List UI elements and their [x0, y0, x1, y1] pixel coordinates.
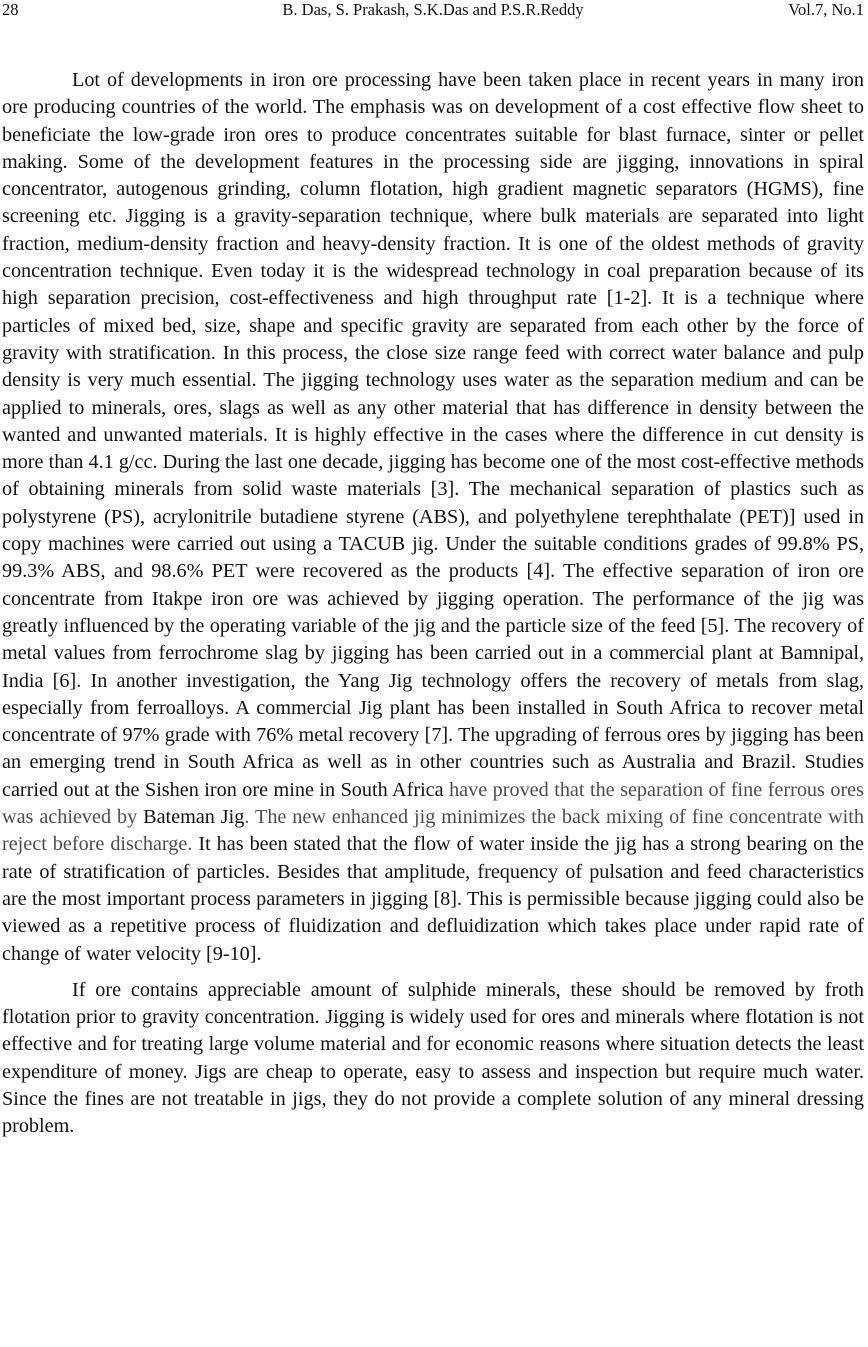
paragraph-2: If ore contains appreciable amount of sulphide minerals, these should be removed by froth flotation prior to gravity concentration. Jigging is widely used for ores and minerals where flotation is not effective and for treating large volume material and for economic reasons where situation detects the least expenditure of money. Jigs are cheap to operate, easy to assess and inspection but require much water. Since the fines are not treatable in jigs, they do not provide a complete solution of any mineral dressing problem. — [2, 978, 864, 1138]
paragraph-1-text-c: Bateman Jig — [143, 806, 245, 829]
paragraph-1-text-e: It has been stated that the flow of water inside the jig has a strong bearing on the rate of stratification of particles. Besides that amplitude, frequency of pulsation and feed characteristics are the most important process parameters in jigging [8]. This is permissible because jigging could also be viewed as a repetitive process of fluidization and defluidization which takes place under rapid rate of change of water velocity [9-10]. — [2, 833, 864, 965]
body-text — [2, 67, 864, 1141]
paragraph-1-text-d: . The new enhanced jig minimizes the back mixing of fine concentrate with reject before discharge. — [2, 806, 864, 856]
page-number: 28 — [2, 0, 19, 19]
header-authors: B. Das, S. Prakash, S.K.Das and P.S.R.Reddy — [282, 0, 584, 19]
header-volume: Vol.7, No.1 — [788, 0, 864, 19]
paragraph-1-text-b: have proved that the separation of fine ferrous ores was achieved by — [2, 778, 864, 829]
running-header — [2, 0, 864, 22]
paragraph-1 — [2, 67, 864, 968]
paragraph-1-text-a: Lot of developments in iron ore processing have been taken place in recent years in many iron ore producing countries of the world. The emphasis was on development of a cost effective flow sheet to beneficiate the low-grade iron ores to produce concentrates suitable for blast furnace, sinter or pellet making. Some of the development features in the processing side are jigging, innovations in spiral concentrator, autogenous grinding, column flotation, high gradient magnetic separators (HGMS), fine screening etc. Jigging is a gravity-separation technique, where bulk materials are separated into light fraction, medium-density fraction and heavy-density fraction. It is one of the oldest methods of gravity concentration technique. Even today it is the widespread technology in coal preparation because of its high separation precision, cost-effectiveness and high throughput rate [1-2]. It is a technique where particles of mixed bed, size, shape and specific gravity are separated from each other by the force of gravity with stratification. In this process, the close size range feed with correct water balance and pulp density is very much essential. The jigging technology uses water as the separation medium and can be applied to minerals, ores, slags as well as any other material that has difference in density between the wanted and unwanted materials. It is highly effective in the cases where the difference in cut density is more than 4.1 g/cc. During the last one decade, jigging has become one of the most cost-effective methods of obtaining minerals from solid waste materials [3]. The mechanical separation of plastics such as polystyrene (PS), acrylonitrile butadiene styrene (ABS), and polyethylene terephthalate (PET)] used in copy machines were carried out using a TACUB jig. Under the suitable conditions grades of 99.8% PS, 99.3% ABS, and 98.6% PET were recovered as the products [4]. The effective separation of iron ore concentrate from Itakpe iron ore was achieved by jigging operation. The performance of the jig was greatly influenced by the operating variable of the jig and the particle size of the feed [5]. The recovery of metal values from ferrochrome slag by jigging has been carried out in a commercial plant at Bamnipal, India [6]. In another investigation, the Yang Jig technology offers the recovery of metals from slag, especially from ferroalloys. A commercial Jig plant has been installed in South Africa to recover metal concentrate of 97% grade with 76% metal recovery [7]. The upgrading of ferrous ores by jigging has been an emerging trend in South Africa as well as in other countries such as Australia and Brazil. Studies carried out at the Sishen iron ore mine in South Africa — [2, 69, 864, 801]
